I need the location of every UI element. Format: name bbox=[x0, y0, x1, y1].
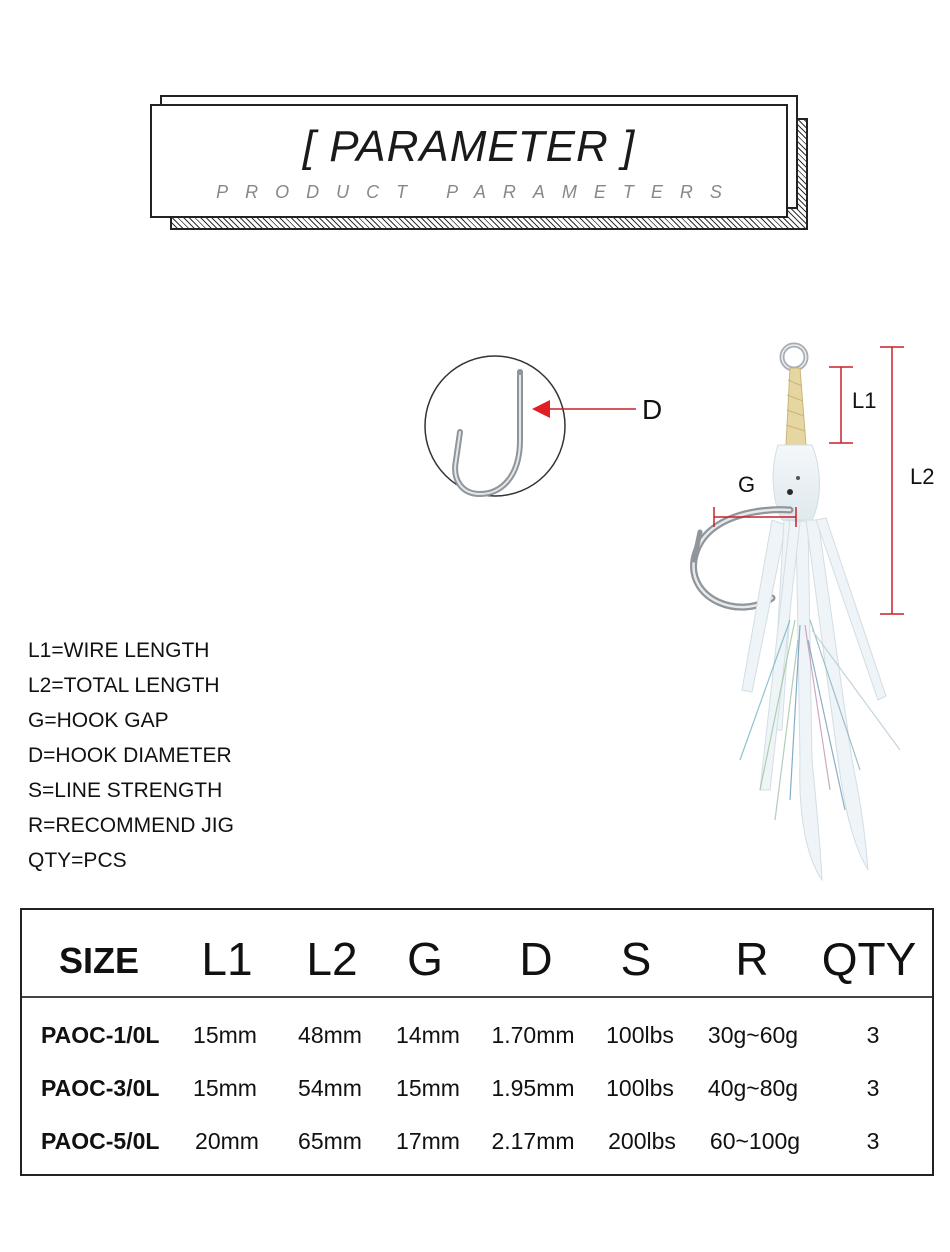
cell-s: 100lbs bbox=[606, 1022, 674, 1048]
header-qty: QTY bbox=[821, 933, 917, 985]
cell-size: PAOC-1/0L bbox=[41, 1022, 160, 1048]
cell-l2: 65mm bbox=[298, 1128, 362, 1154]
d-dimension-arrow bbox=[532, 400, 636, 418]
header-g: G bbox=[407, 933, 443, 985]
table-row bbox=[22, 1128, 932, 1168]
cell-g: 15mm bbox=[396, 1075, 460, 1101]
cell-l1: 15mm bbox=[193, 1075, 257, 1101]
legend-item: QTY=PCS bbox=[28, 849, 127, 872]
cell-d: 1.95mm bbox=[491, 1075, 575, 1101]
banner-title: [ PARAMETER ] bbox=[302, 122, 636, 171]
legend-item: R=RECOMMEND JIG bbox=[28, 814, 234, 837]
legend-item: L1=WIRE LENGTH bbox=[28, 639, 210, 662]
cell-size: PAOC-3/0L bbox=[41, 1075, 160, 1101]
table-header-row bbox=[22, 910, 932, 998]
header-s: S bbox=[620, 933, 652, 985]
cell-d: 2.17mm bbox=[491, 1128, 575, 1154]
header-r: R bbox=[735, 933, 769, 985]
cell-g: 14mm bbox=[396, 1022, 460, 1048]
assist-hook-product bbox=[694, 345, 900, 880]
cell-g: 17mm bbox=[396, 1128, 460, 1154]
l2-dimension-marker bbox=[880, 347, 904, 614]
cell-l2: 48mm bbox=[298, 1022, 362, 1048]
header-size: SIZE bbox=[58, 940, 140, 981]
cell-d: 1.70mm bbox=[491, 1022, 575, 1048]
cell-r: 40g~80g bbox=[707, 1075, 799, 1101]
l1-dimension-marker bbox=[829, 367, 853, 443]
legend-item: D=HOOK DIAMETER bbox=[28, 744, 232, 767]
table-row bbox=[22, 1075, 932, 1115]
abbreviation-legend bbox=[28, 637, 234, 882]
l1-label: L1 bbox=[852, 388, 877, 413]
legend-item: G=HOOK GAP bbox=[28, 709, 169, 732]
g-label: G bbox=[738, 472, 756, 497]
legend-item: S=LINE STRENGTH bbox=[28, 779, 223, 802]
legend-item: L2=TOTAL LENGTH bbox=[28, 674, 220, 697]
cell-qty: 3 bbox=[866, 1075, 880, 1101]
spec-table bbox=[20, 908, 934, 1176]
cell-l1: 20mm bbox=[195, 1128, 259, 1154]
cell-r: 30g~60g bbox=[707, 1022, 799, 1048]
header-l2: L2 bbox=[306, 933, 358, 985]
header-l1: L1 bbox=[201, 933, 253, 985]
table-row bbox=[22, 1022, 932, 1062]
cell-qty: 3 bbox=[866, 1128, 880, 1154]
cell-qty: 3 bbox=[866, 1022, 880, 1048]
header-d: D bbox=[519, 933, 553, 985]
parameter-banner bbox=[150, 104, 788, 218]
cell-s: 100lbs bbox=[606, 1075, 674, 1101]
hook-detail-circle bbox=[425, 356, 565, 496]
l2-label: L2 bbox=[910, 464, 935, 489]
cell-l2: 54mm bbox=[298, 1075, 362, 1101]
d-label: D bbox=[642, 394, 663, 425]
cell-s: 200lbs bbox=[608, 1128, 676, 1154]
cell-l1: 15mm bbox=[193, 1022, 257, 1048]
cell-size: PAOC-5/0L bbox=[41, 1128, 160, 1154]
cell-r: 60~100g bbox=[709, 1128, 801, 1154]
banner-subtitle: PRODUCT PARAMETERS bbox=[216, 182, 739, 202]
